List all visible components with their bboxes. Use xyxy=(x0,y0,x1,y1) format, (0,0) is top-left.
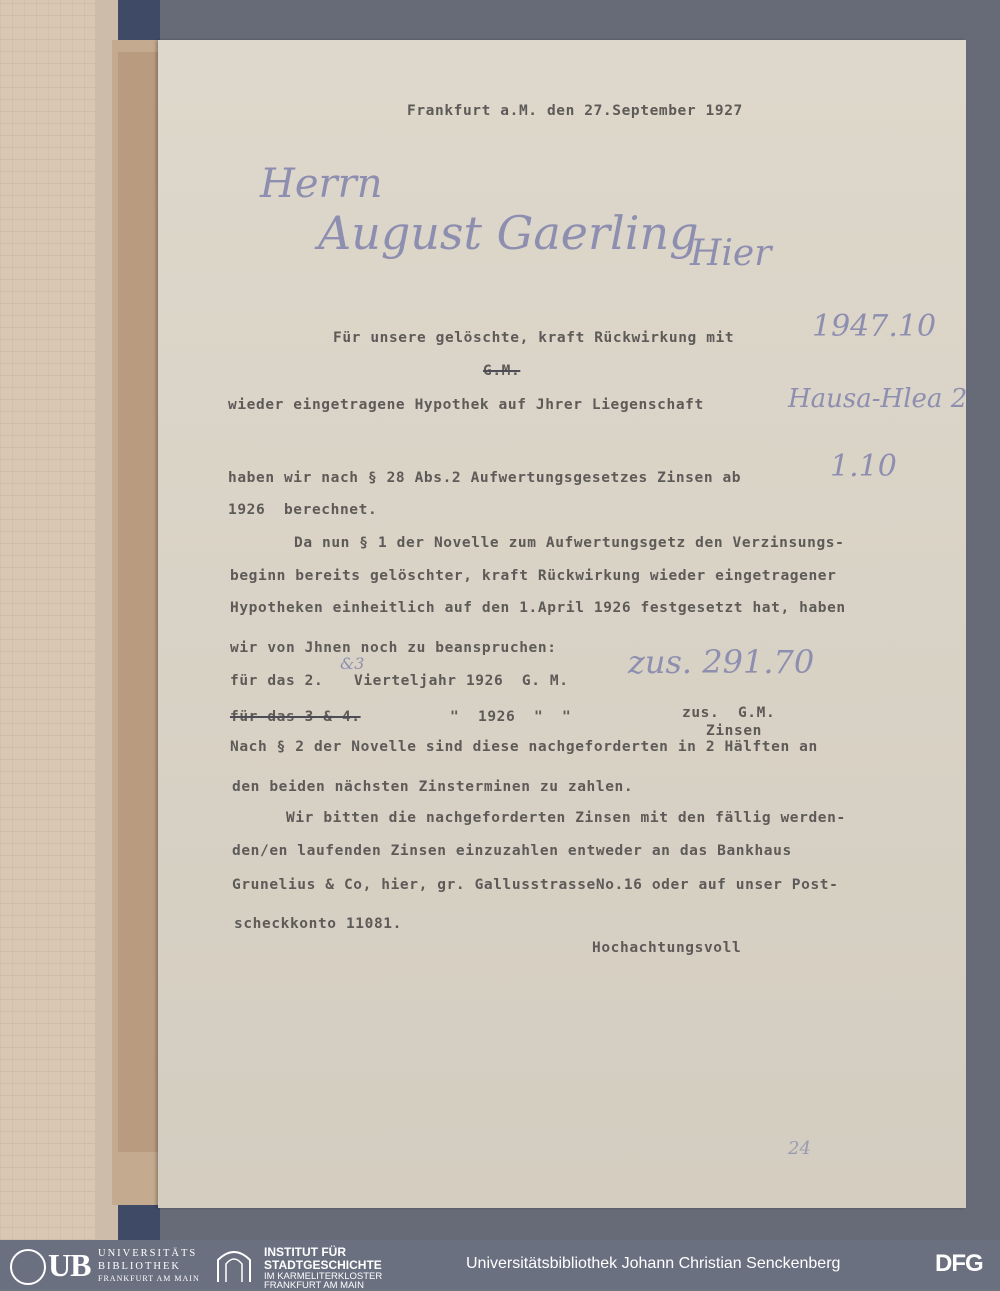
letter-line-10c: zus. G.M. xyxy=(682,705,776,721)
inst-line-1: INSTITUT FÜR xyxy=(264,1245,346,1259)
handwritten-place: Hier xyxy=(690,233,772,274)
page-number-hw: 24 xyxy=(788,1138,811,1159)
library-name: Universitätsbibliothek Johann Christian Senckenberg xyxy=(466,1255,841,1272)
handwritten-property: Hausa-Hlea 2 xyxy=(788,384,968,414)
letter-line-15: Grunelius & Co, hier, gr. GallusstrasseNo.16 oder auf unser Post- xyxy=(232,877,839,893)
letter-line-10d: Zinsen xyxy=(706,723,762,739)
footer-bar xyxy=(0,1240,1000,1289)
letter-line-11: Nach § 2 der Novelle sind diese nachgeforderten in 2 Hälften an xyxy=(230,739,818,755)
letter-line-8: wir von Jhnen noch zu beanspruchen: xyxy=(230,640,557,656)
dateline: Frankfurt a.M. den 27.September 1927 xyxy=(407,103,743,119)
inst-line-3: IM KARMELITERKLOSTER xyxy=(264,1271,383,1282)
ub-line-1: UNIVERSITÄTS xyxy=(98,1248,198,1259)
letter-line-6: beginn bereits gelöschter, kraft Rückwirkung wieder eingetragener xyxy=(230,568,837,584)
letter-line-5: Da nun § 1 der Novelle zum Aufwertungsgetz den Verzinsungs- xyxy=(294,535,845,551)
letter-line-9b: Vierteljahr 1926 G. M. xyxy=(354,673,569,689)
letter-line-7: Hypotheken einheitlich auf den 1.April 1926 festgesetzt hat, haben xyxy=(230,600,846,616)
ub-line-3: FRANKFURT AM MAIN xyxy=(98,1274,200,1283)
church-icon xyxy=(214,1246,254,1284)
handwritten-amount: 1947.10 xyxy=(812,309,937,344)
letter-line-13: Wir bitten die nachgeforderten Zinsen mit den fällig werden- xyxy=(286,810,846,826)
ub-seal-icon xyxy=(10,1249,46,1285)
inst-line-4: FRANKFURT AM MAIN xyxy=(264,1280,364,1291)
handwritten-insert: &3 xyxy=(340,654,365,673)
letter-line-14: den/en laufenden Zinsen einzuzahlen entweder an das Bankhaus xyxy=(232,843,792,859)
handwritten-recipient: August Gaerling xyxy=(318,206,699,260)
ub-line-2: BIBLIOTHEK xyxy=(98,1261,181,1272)
handwritten-salutation: Herrn xyxy=(260,161,383,207)
letter-line-2: wieder eingetragene Hypothek auf Jhrer Liegenschaft xyxy=(228,397,704,413)
letter-sheet xyxy=(158,40,966,1208)
cardboard-strip-shadow xyxy=(118,52,158,1152)
letter-line-10b: " 1926 " " xyxy=(450,709,572,725)
dfg-logo: DFG xyxy=(935,1250,983,1277)
letter-line-9a: für das 2. xyxy=(230,673,324,689)
inst-line-2: STADTGESCHICHTE xyxy=(264,1258,382,1272)
letter-line-4: 1926 berechnet. xyxy=(228,502,378,518)
handwritten-date: 1.10 xyxy=(830,449,897,484)
closing: Hochachtungsvoll xyxy=(592,940,742,956)
struck-gm: G.M. xyxy=(483,363,521,379)
letter-line-10a: für das 3 & 4. xyxy=(230,709,361,725)
letter-line-3: haben wir nach § 28 Abs.2 Aufwertungsgesetzes Zinsen ab xyxy=(228,470,742,486)
letter-line-12: den beiden nächsten Zinsterminen zu zahlen. xyxy=(232,779,634,795)
handwritten-sum: zus. 291.70 xyxy=(628,643,815,681)
ub-logo: UB xyxy=(48,1247,91,1283)
letter-line-16: scheckkonto 11081. xyxy=(234,916,402,932)
letter-line-1: Für unsere gelöschte, kraft Rückwirkung mit xyxy=(333,330,735,346)
